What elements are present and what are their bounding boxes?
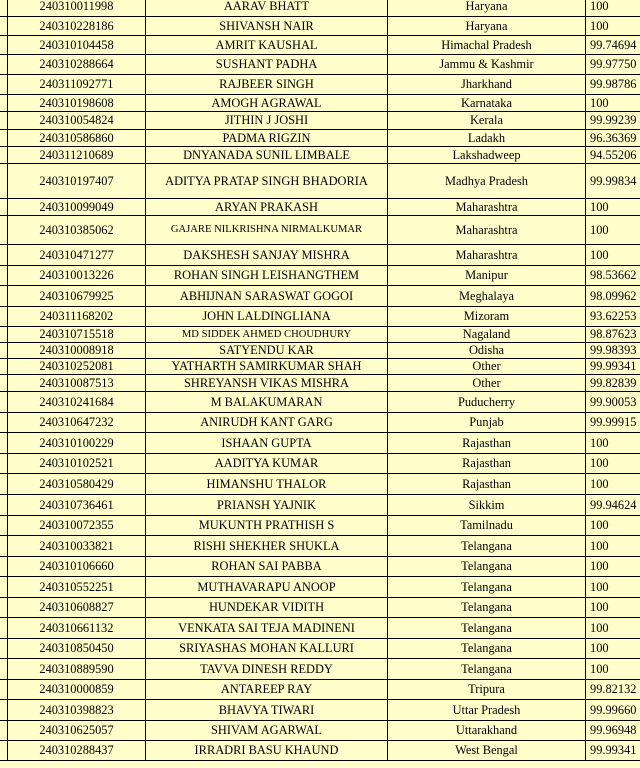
percentile-cell: 99.98393 [586, 343, 640, 359]
percentile-cell: 100 [586, 245, 640, 266]
percentile-cell: 99.82839 [586, 375, 640, 392]
roll-number-cell: 240310850450 [8, 639, 146, 659]
table-row [0, 577, 640, 598]
serial-number-cell [0, 577, 8, 598]
serial-number-cell [0, 721, 8, 741]
roll-number-cell: 240310106660 [8, 557, 146, 577]
candidate-name-cell: SHREYANSH VIKAS MISHRA [146, 375, 388, 392]
table-row [0, 413, 640, 433]
percentile-cell: 100 [586, 516, 640, 536]
serial-number-cell [0, 413, 8, 433]
candidate-name-cell: HUNDEKAR VIDITH [146, 598, 388, 618]
candidate-name-cell: M BALAKUMARAN [146, 392, 388, 413]
percentile-cell: 100 [586, 17, 640, 36]
state-cell: Manipur [388, 266, 586, 286]
roll-number-cell: 240310054824 [8, 112, 146, 130]
state-cell: Other [388, 375, 586, 392]
serial-number-cell [0, 639, 8, 659]
roll-number-cell: 240310197407 [8, 164, 146, 199]
roll-number-cell: 240310679925 [8, 286, 146, 307]
table-row [0, 95, 640, 112]
roll-number-cell: 240310385062 [8, 216, 146, 245]
roll-number-cell: 240310100229 [8, 433, 146, 454]
serial-number-cell [0, 454, 8, 474]
candidate-name-cell: SATYENDU KAR [146, 343, 388, 359]
roll-number-cell: 240310661132 [8, 618, 146, 639]
table-row [0, 164, 640, 199]
candidate-name-cell: ISHAAN GUPTA [146, 433, 388, 454]
percentile-cell: 100 [586, 433, 640, 454]
percentile-cell: 99.97750 [586, 55, 640, 75]
roll-number-cell: 240311168202 [8, 307, 146, 327]
serial-number-cell [0, 741, 8, 761]
percentile-cell: 98.87623 [586, 327, 640, 343]
state-cell: Maharashtra [388, 199, 586, 216]
candidate-name-cell: ROHAN SINGH LEISHANGTHEM [146, 266, 388, 286]
roll-number-cell: 240310736461 [8, 495, 146, 516]
table-row [0, 495, 640, 516]
table-row [0, 557, 640, 577]
table-row [0, 245, 640, 266]
serial-number-cell [0, 343, 8, 359]
serial-number-cell [0, 75, 8, 95]
percentile-cell: 93.62253 [586, 307, 640, 327]
serial-number-cell [0, 659, 8, 680]
candidate-name-cell: ARYAN PRAKASH [146, 199, 388, 216]
state-cell: Kerala [388, 112, 586, 130]
serial-number-cell [0, 147, 8, 164]
table-row [0, 474, 640, 495]
state-cell: Telangana [388, 659, 586, 680]
state-cell: Karnataka [388, 95, 586, 112]
percentile-cell: 99.98786 [586, 75, 640, 95]
roll-number-cell: 240310008918 [8, 343, 146, 359]
percentile-cell: 99.99660 [586, 700, 640, 721]
percentile-cell: 99.99915 [586, 413, 640, 433]
percentile-cell: 100 [586, 454, 640, 474]
state-cell: Ladakh [388, 130, 586, 147]
roll-number-cell: 240310228186 [8, 17, 146, 36]
table-row [0, 307, 640, 327]
state-cell: West Bengal [388, 741, 586, 761]
roll-number-cell: 240310000859 [8, 680, 146, 700]
candidate-name-cell: ANIRUDH KANT GARG [146, 413, 388, 433]
state-cell: Telangana [388, 536, 586, 557]
serial-number-cell [0, 474, 8, 495]
percentile-cell: 98.09962 [586, 286, 640, 307]
roll-number-cell: 240310013226 [8, 266, 146, 286]
state-cell: Mizoram [388, 307, 586, 327]
serial-number-cell [0, 245, 8, 266]
serial-number-cell [0, 375, 8, 392]
serial-number-cell [0, 557, 8, 577]
state-cell: Lakshadweep [388, 147, 586, 164]
table-row [0, 112, 640, 130]
serial-number-cell [0, 327, 8, 343]
state-cell: Haryana [388, 17, 586, 36]
candidate-name-cell: MUTHAVARAPU ANOOP [146, 577, 388, 598]
table-row [0, 659, 640, 680]
serial-number-cell [0, 164, 8, 199]
state-cell: Maharashtra [388, 216, 586, 245]
candidate-name-cell: TAVVA DINESH REDDY [146, 659, 388, 680]
table-row [0, 598, 640, 618]
roll-number-cell: 240310099049 [8, 199, 146, 216]
candidate-name-cell: HIMANSHU THALOR [146, 474, 388, 495]
table-row [0, 516, 640, 536]
candidate-name-cell: RISHI SHEKHER SHUKLA [146, 536, 388, 557]
serial-number-cell [0, 516, 8, 536]
percentile-cell: 98.53662 [586, 266, 640, 286]
percentile-cell: 100 [586, 474, 640, 495]
percentile-cell: 100 [586, 536, 640, 557]
table-row [0, 392, 640, 413]
table-row [0, 359, 640, 375]
roll-number-cell: 240310011998 [8, 0, 146, 17]
table-row [0, 343, 640, 359]
state-cell: Rajasthan [388, 433, 586, 454]
roll-number-cell: 240310580429 [8, 474, 146, 495]
table-row [0, 199, 640, 216]
percentile-cell: 99.99341 [586, 741, 640, 761]
candidate-name-cell: ROHAN SAI PABBA [146, 557, 388, 577]
candidate-name-cell: SHIVANSH NAIR [146, 17, 388, 36]
serial-number-cell [0, 199, 8, 216]
candidate-name-cell: JITHIN J JOSHI [146, 112, 388, 130]
state-cell: Tripura [388, 680, 586, 700]
percentile-cell: 100 [586, 0, 640, 17]
state-cell: Meghalaya [388, 286, 586, 307]
serial-number-cell [0, 55, 8, 75]
percentile-cell: 100 [586, 95, 640, 112]
table-row [0, 286, 640, 307]
candidate-name-cell: MD SIDDEK AHMED CHOUDHURY [146, 327, 388, 343]
candidate-name-cell: YATHARTH SAMIRKUMAR SHAH [146, 359, 388, 375]
serial-number-cell [0, 700, 8, 721]
candidate-name-cell: AADITYA KUMAR [146, 454, 388, 474]
percentile-cell: 99.96948 [586, 721, 640, 741]
percentile-cell: 96.36369 [586, 130, 640, 147]
table-row [0, 55, 640, 75]
table-row [0, 36, 640, 55]
table-row [0, 130, 640, 147]
state-cell: Telangana [388, 557, 586, 577]
candidate-name-cell: PADMA RIGZIN [146, 130, 388, 147]
candidate-name-cell: DAKSHESH SANJAY MISHRA [146, 245, 388, 266]
state-cell: Telangana [388, 577, 586, 598]
roll-number-cell: 240310471277 [8, 245, 146, 266]
candidate-name-cell: ADITYA PRATAP SINGH BHADORIA [146, 164, 388, 199]
state-cell: Nagaland [388, 327, 586, 343]
roll-number-cell: 240310608827 [8, 598, 146, 618]
table-row [0, 375, 640, 392]
roll-number-cell: 240310102521 [8, 454, 146, 474]
state-cell: Uttarakhand [388, 721, 586, 741]
table-row [0, 0, 640, 17]
state-cell: Uttar Pradesh [388, 700, 586, 721]
candidate-name-cell: IRRADRI BASU KHAUND [146, 741, 388, 761]
candidate-name-cell: ABHIJNAN SARASWAT GOGOI [146, 286, 388, 307]
candidate-name-cell: AMRIT KAUSHAL [146, 36, 388, 55]
percentile-cell: 99.94624 [586, 495, 640, 516]
percentile-cell: 99.99834 [586, 164, 640, 199]
state-cell: Sikkim [388, 495, 586, 516]
roll-number-cell: 240310087513 [8, 375, 146, 392]
serial-number-cell [0, 112, 8, 130]
roll-number-cell: 240311210689 [8, 147, 146, 164]
serial-number-cell [0, 17, 8, 36]
table-row [0, 216, 640, 245]
table-row [0, 147, 640, 164]
roll-number-cell: 240310072355 [8, 516, 146, 536]
percentile-cell: 100 [586, 216, 640, 245]
table-row [0, 536, 640, 557]
state-cell: Jharkhand [388, 75, 586, 95]
serial-number-cell [0, 36, 8, 55]
state-cell: Punjab [388, 413, 586, 433]
serial-number-cell [0, 216, 8, 245]
percentile-cell: 99.74694 [586, 36, 640, 55]
roll-number-cell: 240310625057 [8, 721, 146, 741]
candidate-name-cell: DNYANADA SUNIL LIMBALE [146, 147, 388, 164]
table-row [0, 721, 640, 741]
percentile-cell: 94.55206 [586, 147, 640, 164]
percentile-cell: 100 [586, 577, 640, 598]
serial-number-cell [0, 433, 8, 454]
percentile-cell: 100 [586, 618, 640, 639]
state-cell: Himachal Pradesh [388, 36, 586, 55]
table-row [0, 327, 640, 343]
roll-number-cell: 240310252081 [8, 359, 146, 375]
candidate-name-cell: SRIYASHAS MOHAN KALLURI [146, 639, 388, 659]
serial-number-cell [0, 307, 8, 327]
percentile-cell: 100 [586, 199, 640, 216]
state-cell: Telangana [388, 598, 586, 618]
table-row [0, 741, 640, 761]
serial-number-cell [0, 598, 8, 618]
percentile-cell: 100 [586, 598, 640, 618]
candidate-name-cell: BHAVYA TIWARI [146, 700, 388, 721]
percentile-cell: 100 [586, 557, 640, 577]
roll-number-cell: 240310104458 [8, 36, 146, 55]
percentile-cell: 99.99239 [586, 112, 640, 130]
roll-number-cell: 240310715518 [8, 327, 146, 343]
serial-number-cell [0, 266, 8, 286]
percentile-cell: 99.99341 [586, 359, 640, 375]
state-cell: Other [388, 359, 586, 375]
candidate-name-cell: VENKATA SAI TEJA MADINENI [146, 618, 388, 639]
candidate-name-cell: PRIANSH YAJNIK [146, 495, 388, 516]
serial-number-cell [0, 95, 8, 112]
table-row [0, 17, 640, 36]
candidate-name-cell: JOHN LALDINGLIANA [146, 307, 388, 327]
roll-number-cell: 240310033821 [8, 536, 146, 557]
state-cell: Odisha [388, 343, 586, 359]
table-row [0, 639, 640, 659]
state-cell: Telangana [388, 618, 586, 639]
serial-number-cell [0, 618, 8, 639]
state-cell: Jammu & Kashmir [388, 55, 586, 75]
roll-number-cell: 240310198608 [8, 95, 146, 112]
roll-number-cell: 240311092771 [8, 75, 146, 95]
candidate-name-cell: ANTAREEP RAY [146, 680, 388, 700]
roll-number-cell: 240310398823 [8, 700, 146, 721]
percentile-cell: 100 [586, 659, 640, 680]
state-cell: Tamilnadu [388, 516, 586, 536]
candidate-name-cell: SUSHANT PADHA [146, 55, 388, 75]
serial-number-cell [0, 536, 8, 557]
percentile-cell: 99.82132 [586, 680, 640, 700]
roll-number-cell: 240310288437 [8, 741, 146, 761]
state-cell: Madhya Pradesh [388, 164, 586, 199]
serial-number-cell [0, 0, 8, 17]
serial-number-cell [0, 495, 8, 516]
state-cell: Maharashtra [388, 245, 586, 266]
serial-number-cell [0, 392, 8, 413]
table-row [0, 680, 640, 700]
percentile-cell: 100 [586, 639, 640, 659]
percentile-cell: 99.90053 [586, 392, 640, 413]
candidate-name-cell: AMOGH AGRAWAL [146, 95, 388, 112]
candidate-name-cell: SHIVAM AGARWAL [146, 721, 388, 741]
candidate-name-cell: RAJBEER SINGH [146, 75, 388, 95]
state-cell: Telangana [388, 639, 586, 659]
serial-number-cell [0, 680, 8, 700]
table-row [0, 266, 640, 286]
state-cell: Haryana [388, 0, 586, 17]
roll-number-cell: 240310552251 [8, 577, 146, 598]
candidate-name-cell: GAJARE NILKRISHNA NIRMALKUMAR [146, 216, 388, 245]
table-row [0, 700, 640, 721]
candidate-name-cell: AARAV BHATT [146, 0, 388, 17]
roll-number-cell: 240310889590 [8, 659, 146, 680]
table-row [0, 454, 640, 474]
table-row [0, 75, 640, 95]
serial-number-cell [0, 286, 8, 307]
roll-number-cell: 240310241684 [8, 392, 146, 413]
roll-number-cell: 240310586860 [8, 130, 146, 147]
state-cell: Rajasthan [388, 454, 586, 474]
state-cell: Puducherry [388, 392, 586, 413]
serial-number-cell [0, 359, 8, 375]
table-row [0, 618, 640, 639]
candidate-name-cell: MUKUNTH PRATHISH S [146, 516, 388, 536]
roll-number-cell: 240310288664 [8, 55, 146, 75]
serial-number-cell [0, 130, 8, 147]
state-cell: Rajasthan [388, 474, 586, 495]
roll-number-cell: 240310647232 [8, 413, 146, 433]
table-row [0, 433, 640, 454]
